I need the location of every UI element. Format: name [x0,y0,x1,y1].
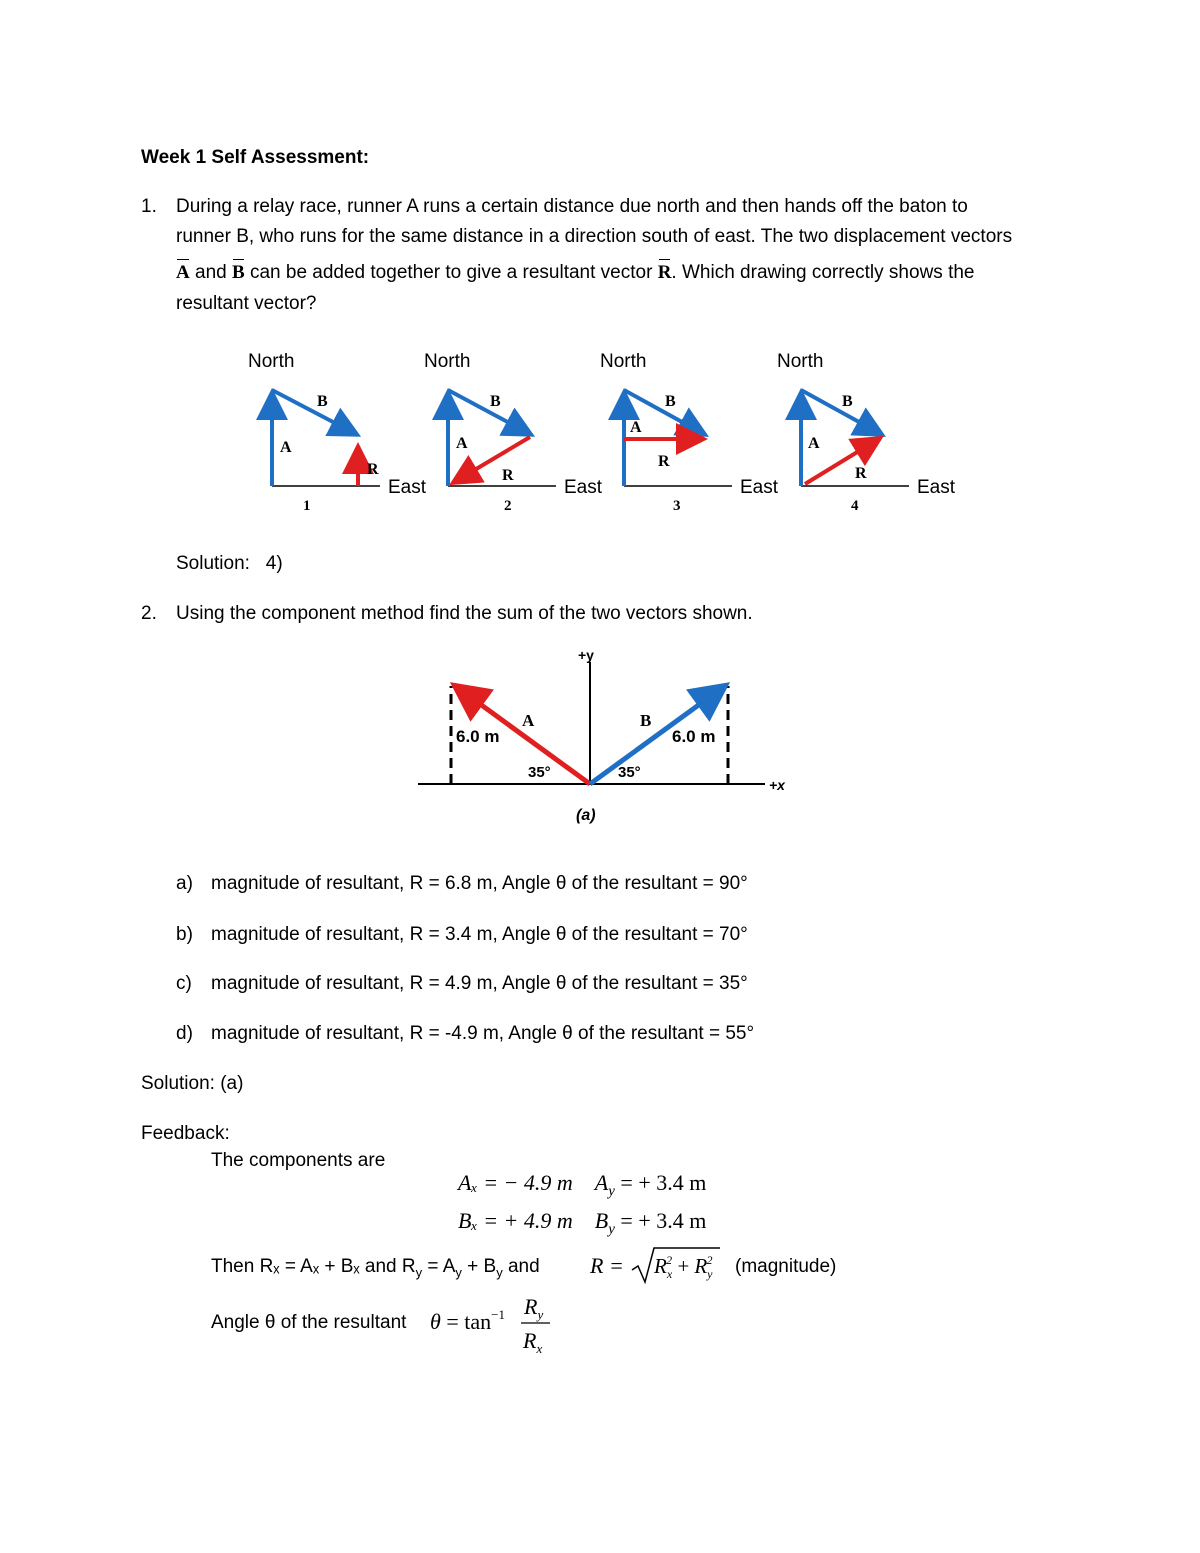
question-1-line-2: runner B, who runs for the same distance in a direction south of east. The two displacement vectors [176,226,1013,247]
vector-b-symbol: B [232,262,245,283]
page-title: Week 1 Self Assessment: [141,147,370,168]
formula-terms: $R_x2 + R_y2$ [654,1253,713,1281]
angle-formula [428,1288,568,1358]
diagram-4 [777,351,956,514]
option-a [176,873,748,895]
magnitude-formula [588,1242,728,1286]
figure-caption: (a) [576,807,596,824]
diagram-2-b-label: B [490,393,501,410]
fraction-numerator: $R_y$ [524,1294,544,1322]
vector-a-magnitude: 6.0 m [456,727,500,746]
option-b-letter: b) [176,924,193,945]
vector-b-label: B [640,711,652,730]
diagram-2-number: 2 [504,498,512,514]
question-1-line-3 [176,262,974,284]
feedback-label: Feedback: [141,1123,230,1144]
eq-ay-value: = + 3.4 m [620,1170,707,1195]
diagram-1 [248,351,427,514]
eq-by-sub: y [608,1221,615,1238]
question-1-line-3-end: . Which drawing correctly shows the [671,262,975,283]
option-d [176,1023,755,1045]
eq-ax: Aₓ = − 4.9 m [458,1170,573,1195]
option-c [176,973,748,995]
relay-diagrams [230,340,990,520]
diagram-3-number: 3 [673,498,681,514]
diagram-1-vector-b [272,390,354,433]
diagram-2-vector-b [448,390,528,433]
formula-r-symbol: R = [590,1253,624,1278]
vector-a-angle: 35° [528,764,551,781]
option-c-text: magnitude of resultant, R = 4.9 m, Angle θ of the resultant = 35° [211,973,748,994]
diagram-1-b-label: B [317,393,328,410]
diagram-2-north-label: North [424,351,471,372]
diagram-4-vector-b [801,390,879,433]
diagram-3-east-label: East [740,477,779,498]
fraction-denominator: $R_x$ [523,1328,543,1356]
diagram-1-east-label: East [388,477,427,498]
diagram-3 [600,351,779,514]
component-vector-figure [410,640,800,830]
solution-value: 4) [265,553,283,574]
diagram-4-east-label: East [917,477,956,498]
diagram-4-b-label: B [842,393,853,410]
diagram-2-east-label: East [564,477,603,498]
diagram-4-number: 4 [851,498,859,514]
eq-by-symbol: B [594,1208,609,1233]
question-1-solution [176,553,283,575]
then-and: and [502,1256,540,1277]
vector-a-symbol: A [176,262,190,283]
option-b-text: magnitude of resultant, R = 3.4 m, Angle θ of the resultant = 70° [211,924,748,945]
question-1-number: 1. [141,196,157,217]
then-text: Then Rₓ = Aₓ + Bₓ and R [211,1256,416,1277]
y-axis-label: +y [578,647,594,663]
magnitude-note: (magnitude) [735,1256,837,1277]
question-2-number: 2. [141,603,157,624]
diagram-2 [424,351,603,514]
question-1-line-3-mid: can be added together to give a resultant vector [249,262,653,283]
then-mid2: + B [461,1256,497,1277]
then-mid: = A [422,1256,456,1277]
option-c-letter: c) [176,973,192,994]
question-1-line-1: During a relay race, runner A runs a certain distance due north and then hands off the baton to [176,196,968,217]
question-1-line-4: resultant vector? [176,293,317,314]
diagram-2-a-label: A [456,435,468,452]
resultant-components-line: Then Rₓ = Aₓ + Bₓ and $R_y = A_y + B_y$ and [211,1256,540,1280]
diagram-3-a-label: A [630,419,642,436]
diagram-1-r-label: R [367,461,379,478]
then-ry-sub: y [415,1264,423,1280]
formula-theta: $\theta = \tan^{-1}$ [430,1307,505,1334]
solution-label: Solution: [176,553,250,574]
option-d-text: magnitude of resultant, R = -4.9 m, Angle θ of the resultant = 55° [211,1023,755,1044]
vector-b-angle: 35° [618,764,641,781]
and-word: and [195,262,227,283]
eq-ay-sub: y [608,1183,615,1200]
components-text: The components are [211,1150,386,1171]
eq-bx: Bₓ = + 4.9 m [458,1208,573,1233]
diagram-3-r-label: R [658,453,670,470]
option-a-letter: a) [176,873,193,894]
diagram-2-r-label: R [502,467,514,484]
equation-a-components [458,1170,706,1200]
diagram-4-r-label: R [855,465,867,482]
option-d-letter: d) [176,1023,193,1044]
diagram-4-a-label: A [808,435,820,452]
question-2-solution: Solution: (a) [141,1073,244,1094]
vector-b-magnitude: 6.0 m [672,727,716,746]
diagram-1-number: 1 [303,498,311,514]
diagram-3-b-label: B [665,393,676,410]
x-axis-label: +x [769,777,785,793]
diagram-1-a-label: A [280,439,292,456]
eq-by-value: = + 3.4 m [620,1208,707,1233]
question-2-text: Using the component method find the sum of the two vectors shown. [176,603,753,624]
diagram-3-north-label: North [600,351,647,372]
option-b [176,924,748,946]
diagram-4-north-label: North [777,351,824,372]
option-a-text: magnitude of resultant, R = 6.8 m, Angle θ of the resultant = 90° [211,873,748,894]
vector-a-label: A [522,711,535,730]
equation-b-components [458,1208,706,1238]
vector-r-symbol: R [657,262,672,283]
angle-label: Angle θ of the resultant [211,1312,407,1333]
diagram-1-north-label: North [248,351,295,372]
eq-ay-symbol: A [594,1170,609,1195]
